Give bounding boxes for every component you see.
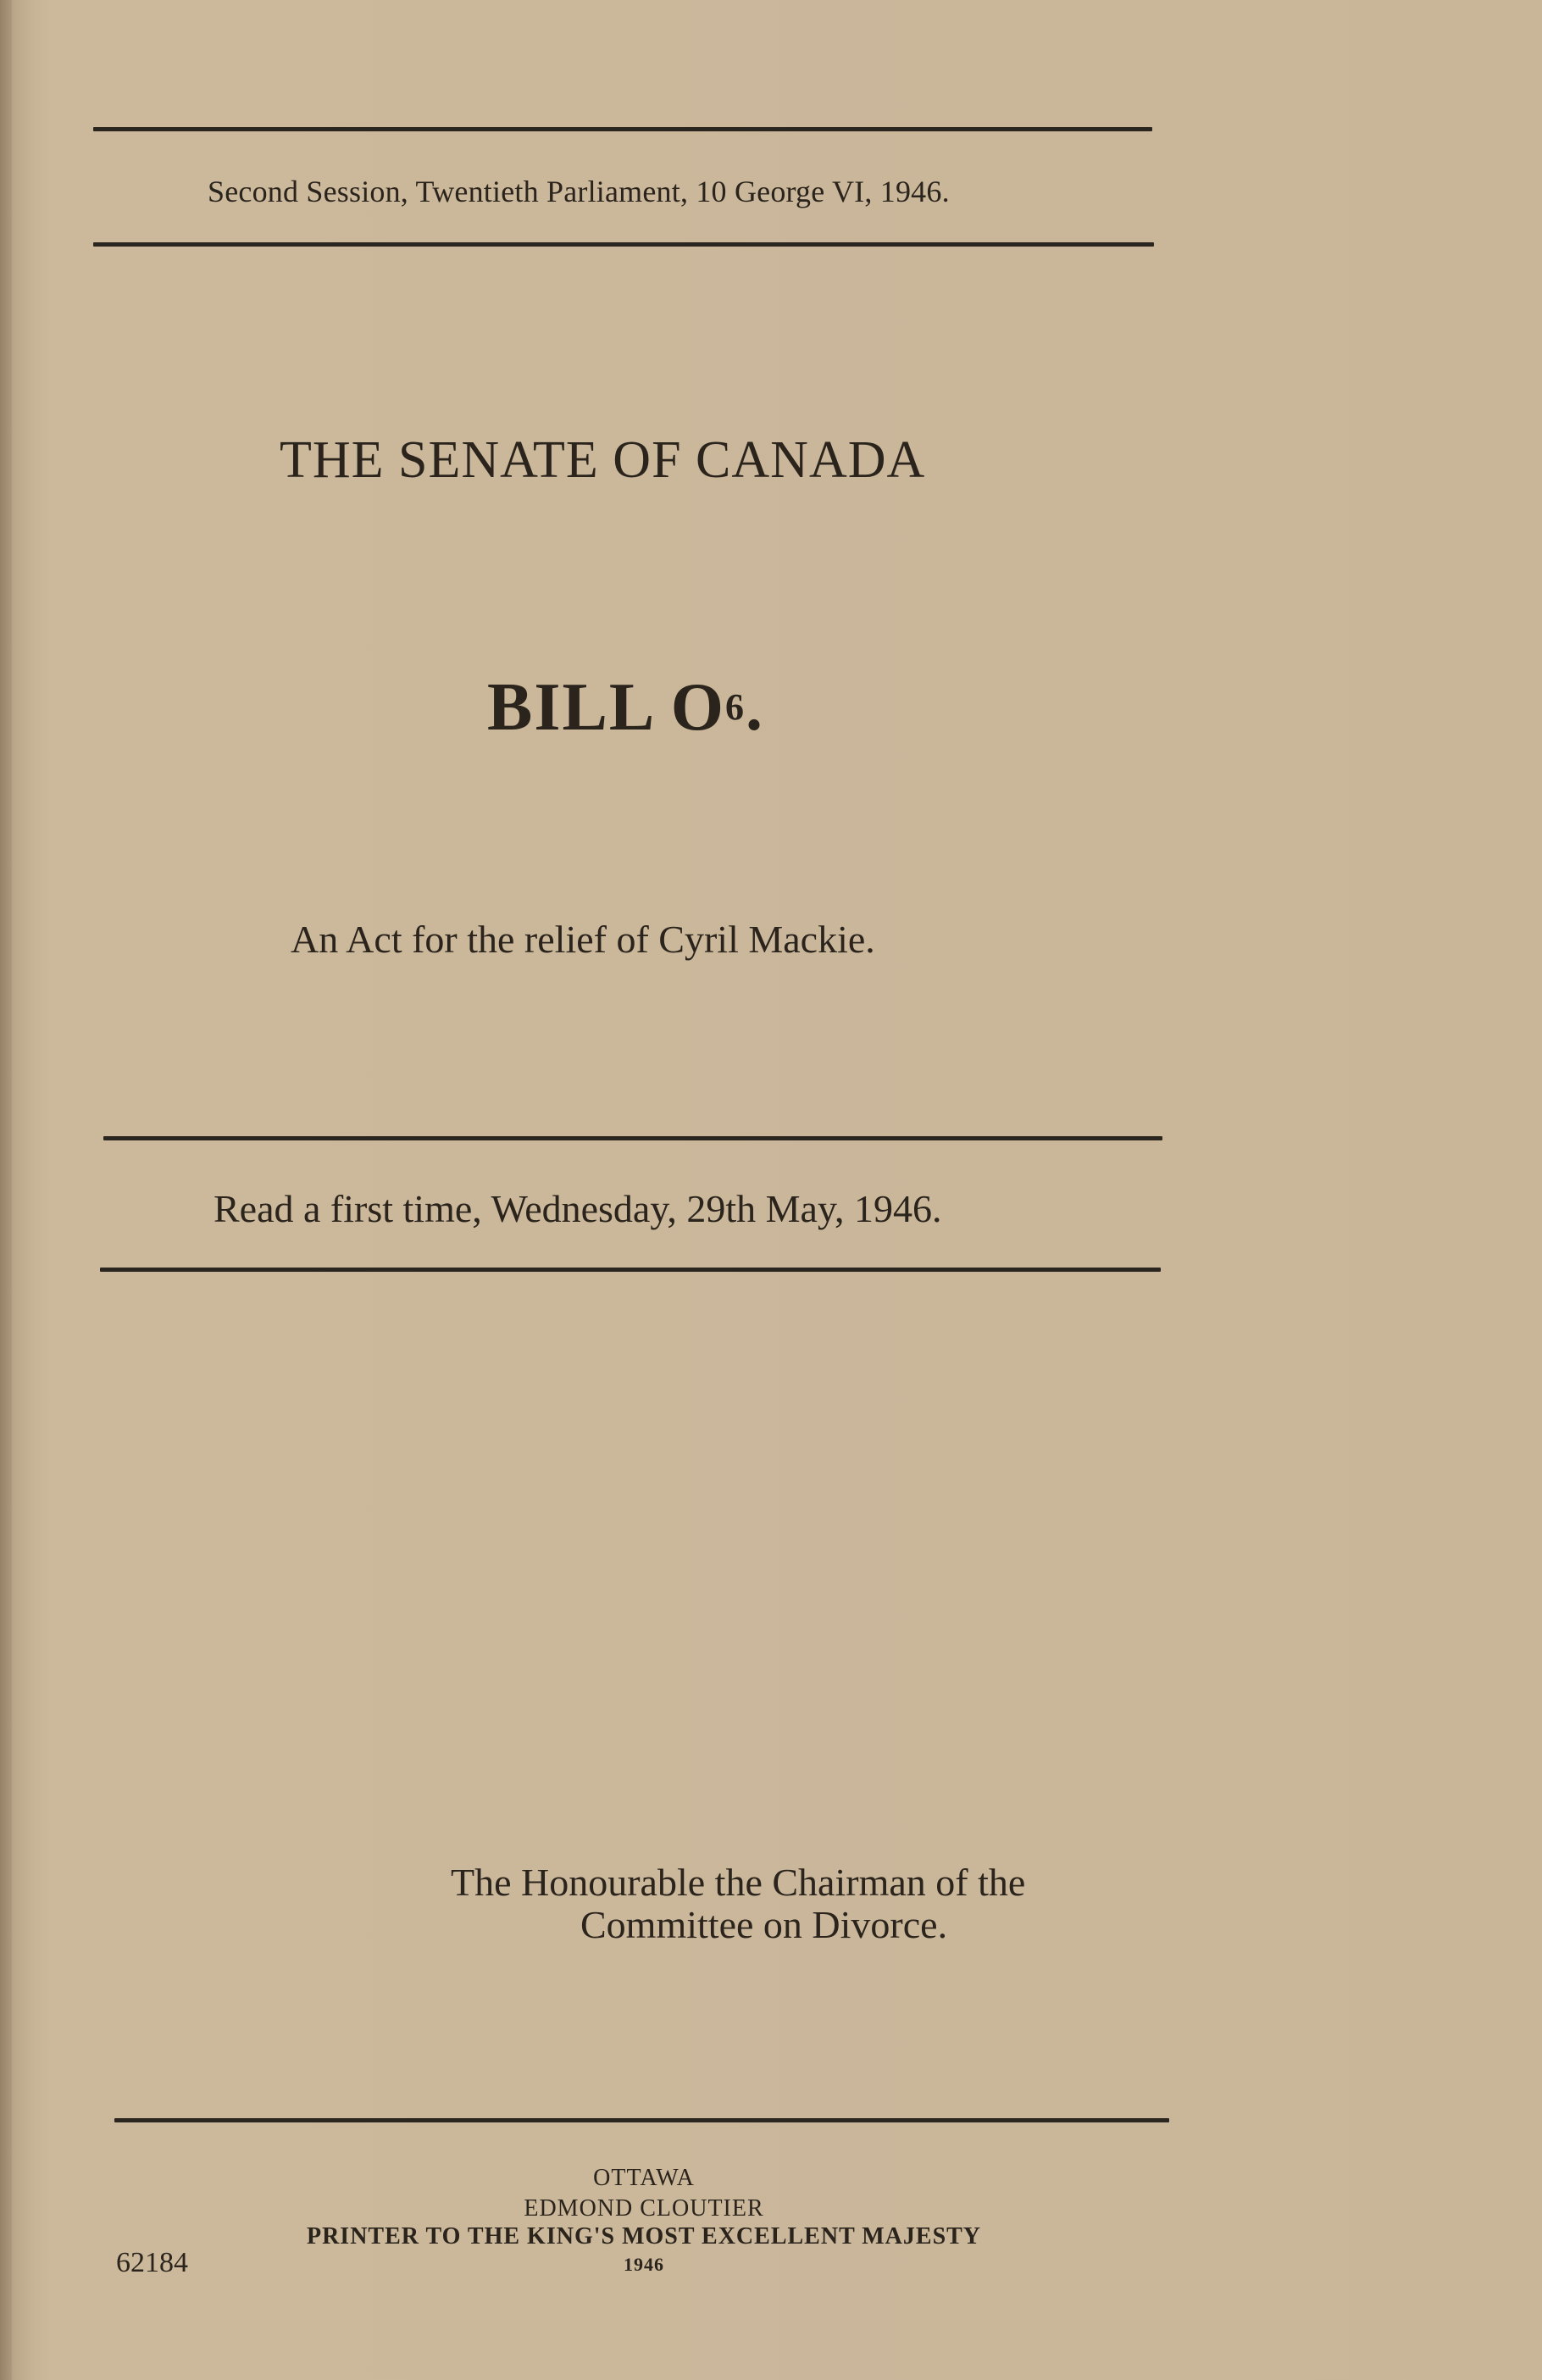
- binding-edge: [0, 0, 12, 2380]
- bill-prefix: BILL O: [487, 670, 726, 745]
- reading-top-rule: [103, 1136, 1162, 1140]
- imprint-city: OTTAWA: [593, 2165, 695, 2191]
- sponsor-line-1: The Honourable the Chairman of the: [451, 1861, 1026, 1904]
- document-number: 62184: [116, 2247, 188, 2278]
- bill-subtitle: An Act for the relief of Cyril Mackie.: [291, 918, 875, 961]
- bill-number: [487, 669, 764, 746]
- imprint-printer: EDMOND CLOUTIER: [524, 2195, 764, 2222]
- header-top-rule: [93, 127, 1152, 131]
- session-line: Second Session, Twentieth Parliament, 10 George VI, 1946.: [208, 175, 950, 208]
- reading-bottom-rule: [100, 1268, 1161, 1272]
- reading-line: Read a first time, Wednesday, 29th May, 1946.: [214, 1187, 942, 1230]
- imprint-title: PRINTER TO THE KING'S MOST EXCELLENT MAJESTY: [306, 2223, 982, 2250]
- header-bottom-rule: [93, 242, 1154, 247]
- senate-title: THE SENATE OF CANADA: [280, 431, 926, 489]
- imprint-year: 1946: [624, 2254, 664, 2275]
- imprint-rule: [114, 2118, 1169, 2122]
- sponsor-line-2: Committee on Divorce.: [580, 1903, 948, 1946]
- bill-suffix: .: [746, 670, 765, 745]
- bill-superscript: 6: [725, 686, 746, 728]
